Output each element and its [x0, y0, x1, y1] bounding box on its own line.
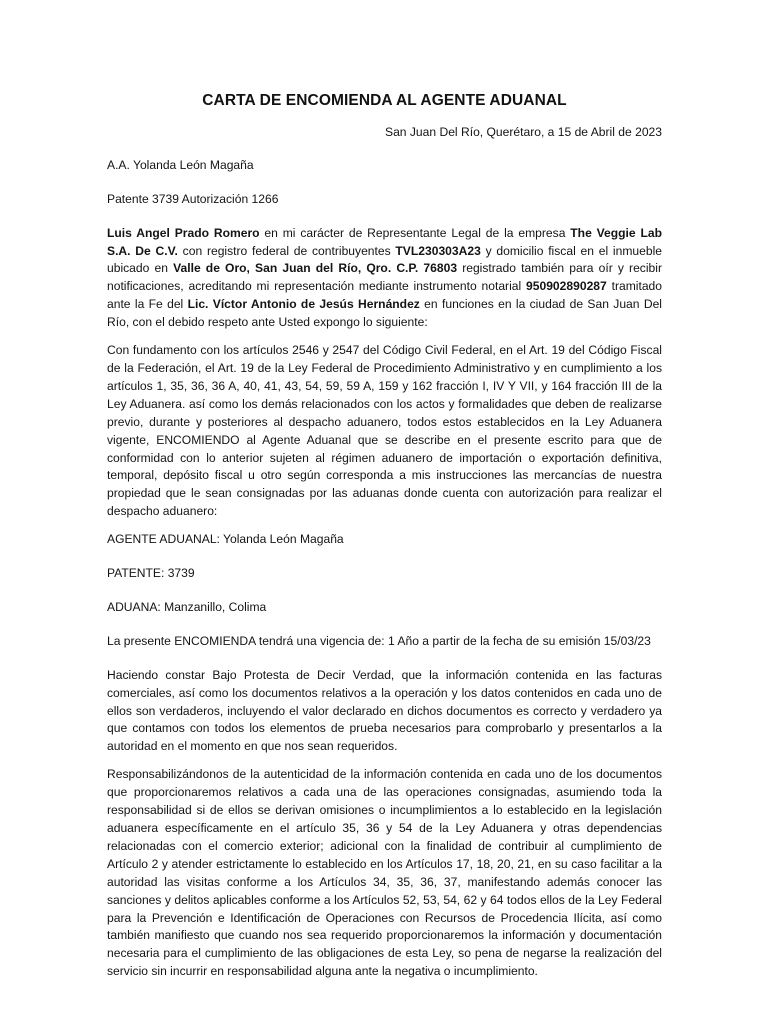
fiscal-address: Valle de Oro, San Juan del Río, Qro. C.P. 76803 — [173, 261, 458, 276]
document-title: CARTA DE ENCOMIENDA AL AGENTE ADUANAL — [202, 92, 567, 109]
patent-authorization-line: Patente 3739 Autorización 1266 — [107, 191, 279, 206]
notary-name: Lic. Víctor Antonio de Jesús Hernández — [187, 297, 420, 312]
intro-paragraph — [107, 225, 662, 332]
addressee-line: A.A. Yolanda León Magaña — [107, 157, 254, 172]
company-name: The Veggie Lab S.A. De C.V. — [107, 225, 662, 258]
letter-body — [107, 92, 662, 991]
validity-line: La presente ENCOMIENDA tendrá una vigencia de: 1 Año a partir de la fecha de su emisión 15/03/23 — [107, 633, 651, 648]
customs-office-line: ADUANA: Manzanillo, Colima — [107, 599, 267, 614]
intro-text-3: y domicilio fiscal en el inmueble ubicado en — [107, 243, 662, 276]
legal-basis-paragraph: Con fundamento con los artículos 2546 y 2547 del Código Civil Federal, en el Art. 19 del Código Fiscal de la Federación, el Art. 19 de la Ley Federal de Procedimiento Administrativo y en cumplimiento a los artículos 1, 35, 36, 36 A, 40, 41, 43, 54, 59, 59 A, 159 y 162 fracción I, IV Y VII, y 164 fracción III de la Ley Aduanera. así como los demás relacionados con los actos y formalidades que deben de realizarse previo, durante y posteriores al despacho aduanero, todos estos establecidos en la Ley Aduanera vigente, ENCOMIENDO al Agente Aduanal que se describe en el presente escrito para que de conformidad con lo anterior sujeten al régimen aduanero de importación o exportación definitiva, temporal, depósito fiscal u otro según corresponda a mis instrucciones las mercancías de nuestra propiedad que le sean consignadas por las aduanas donde cuenta con autorización para realizar el despacho aduanero: — [107, 343, 662, 519]
intro-text-6: en funciones en la ciudad de San Juan Del Río, con el debido respeto ante Usted expongo lo siguiente: — [107, 297, 662, 330]
agent-patent-line: PATENTE: 3739 — [107, 566, 195, 581]
rfc-value: TVL230303A23 — [395, 243, 481, 258]
customs-agent-line: AGENTE ADUANAL: Yolanda León Magaña — [107, 532, 344, 547]
representative-name: Luis Angel Prado Romero — [107, 225, 260, 240]
date-line: San Juan Del Río, Querétaro, a 15 de Abril de 2023 — [385, 124, 662, 139]
responsibility-paragraph: Responsabilizándonos de la autenticidad de la información contenida en cada uno de los documentos que proporcionaremos relativos a cada una de las operaciones consignadas, asumiendo toda la responsabilidad si de ellos se derivan omisiones o incumplimientos a lo establecido en la legislación aduanera específicamente en el artículo 35, 36 y 54 de la Ley Aduanera y otras dependencias relacionadas con el comercio exterior; adicional con la finalidad de contribuir al cumplimiento de Artículo 2 y atender estrictamente lo establecido en los Artículos 17, 18, 20, 21, en su caso facilitar a la autoridad las visitas conforme a los Artículos 34, 35, 36, 37, manifestando además conocer las sanciones y delitos aplicables conforme a los Artículos 52, 53, 54, 62 y 64 todos ellos de la Ley Federal para la Prevención e Identificación de Operaciones con Recursos de Procedencia Ilícita, así como también manifiesto que cuando nos sea requerido proporcionaremos la información y documentación necesaria para el cumplimiento de las obligaciones de esta Ley, so pena de negarse la realización del servicio sin incurrir en responsabilidad alguna ante la negativa o incumplimiento. — [107, 767, 662, 979]
notarial-instrument: 950902890287 — [526, 279, 607, 294]
intro-text-5: tramitado ante la Fe del — [107, 279, 662, 312]
sworn-statement-paragraph: Haciendo constar Bajo Protesta de Decir Verdad, que la información contenida en las facturas comerciales, así como los documentos relativos a la operación y los datos contenidos en cada uno de ellos son verdaderos, incluyendo el valor declarado en dichos documentos es correcto y verdadero ya que contamos con todos los elementos de prueba necesarios para comprobarlo y presentarlos a la autoridad en el momento en que nos sean requeridos. — [107, 667, 662, 754]
intro-text-2: con registro federal de contribuyentes — [177, 243, 396, 258]
intro-text-4: registrado también para oír y recibir notificaciones, acreditando mi representación mediante instrumento notarial — [107, 261, 662, 294]
intro-text-1: en mi carácter de Representante Legal de la empresa — [259, 225, 571, 240]
